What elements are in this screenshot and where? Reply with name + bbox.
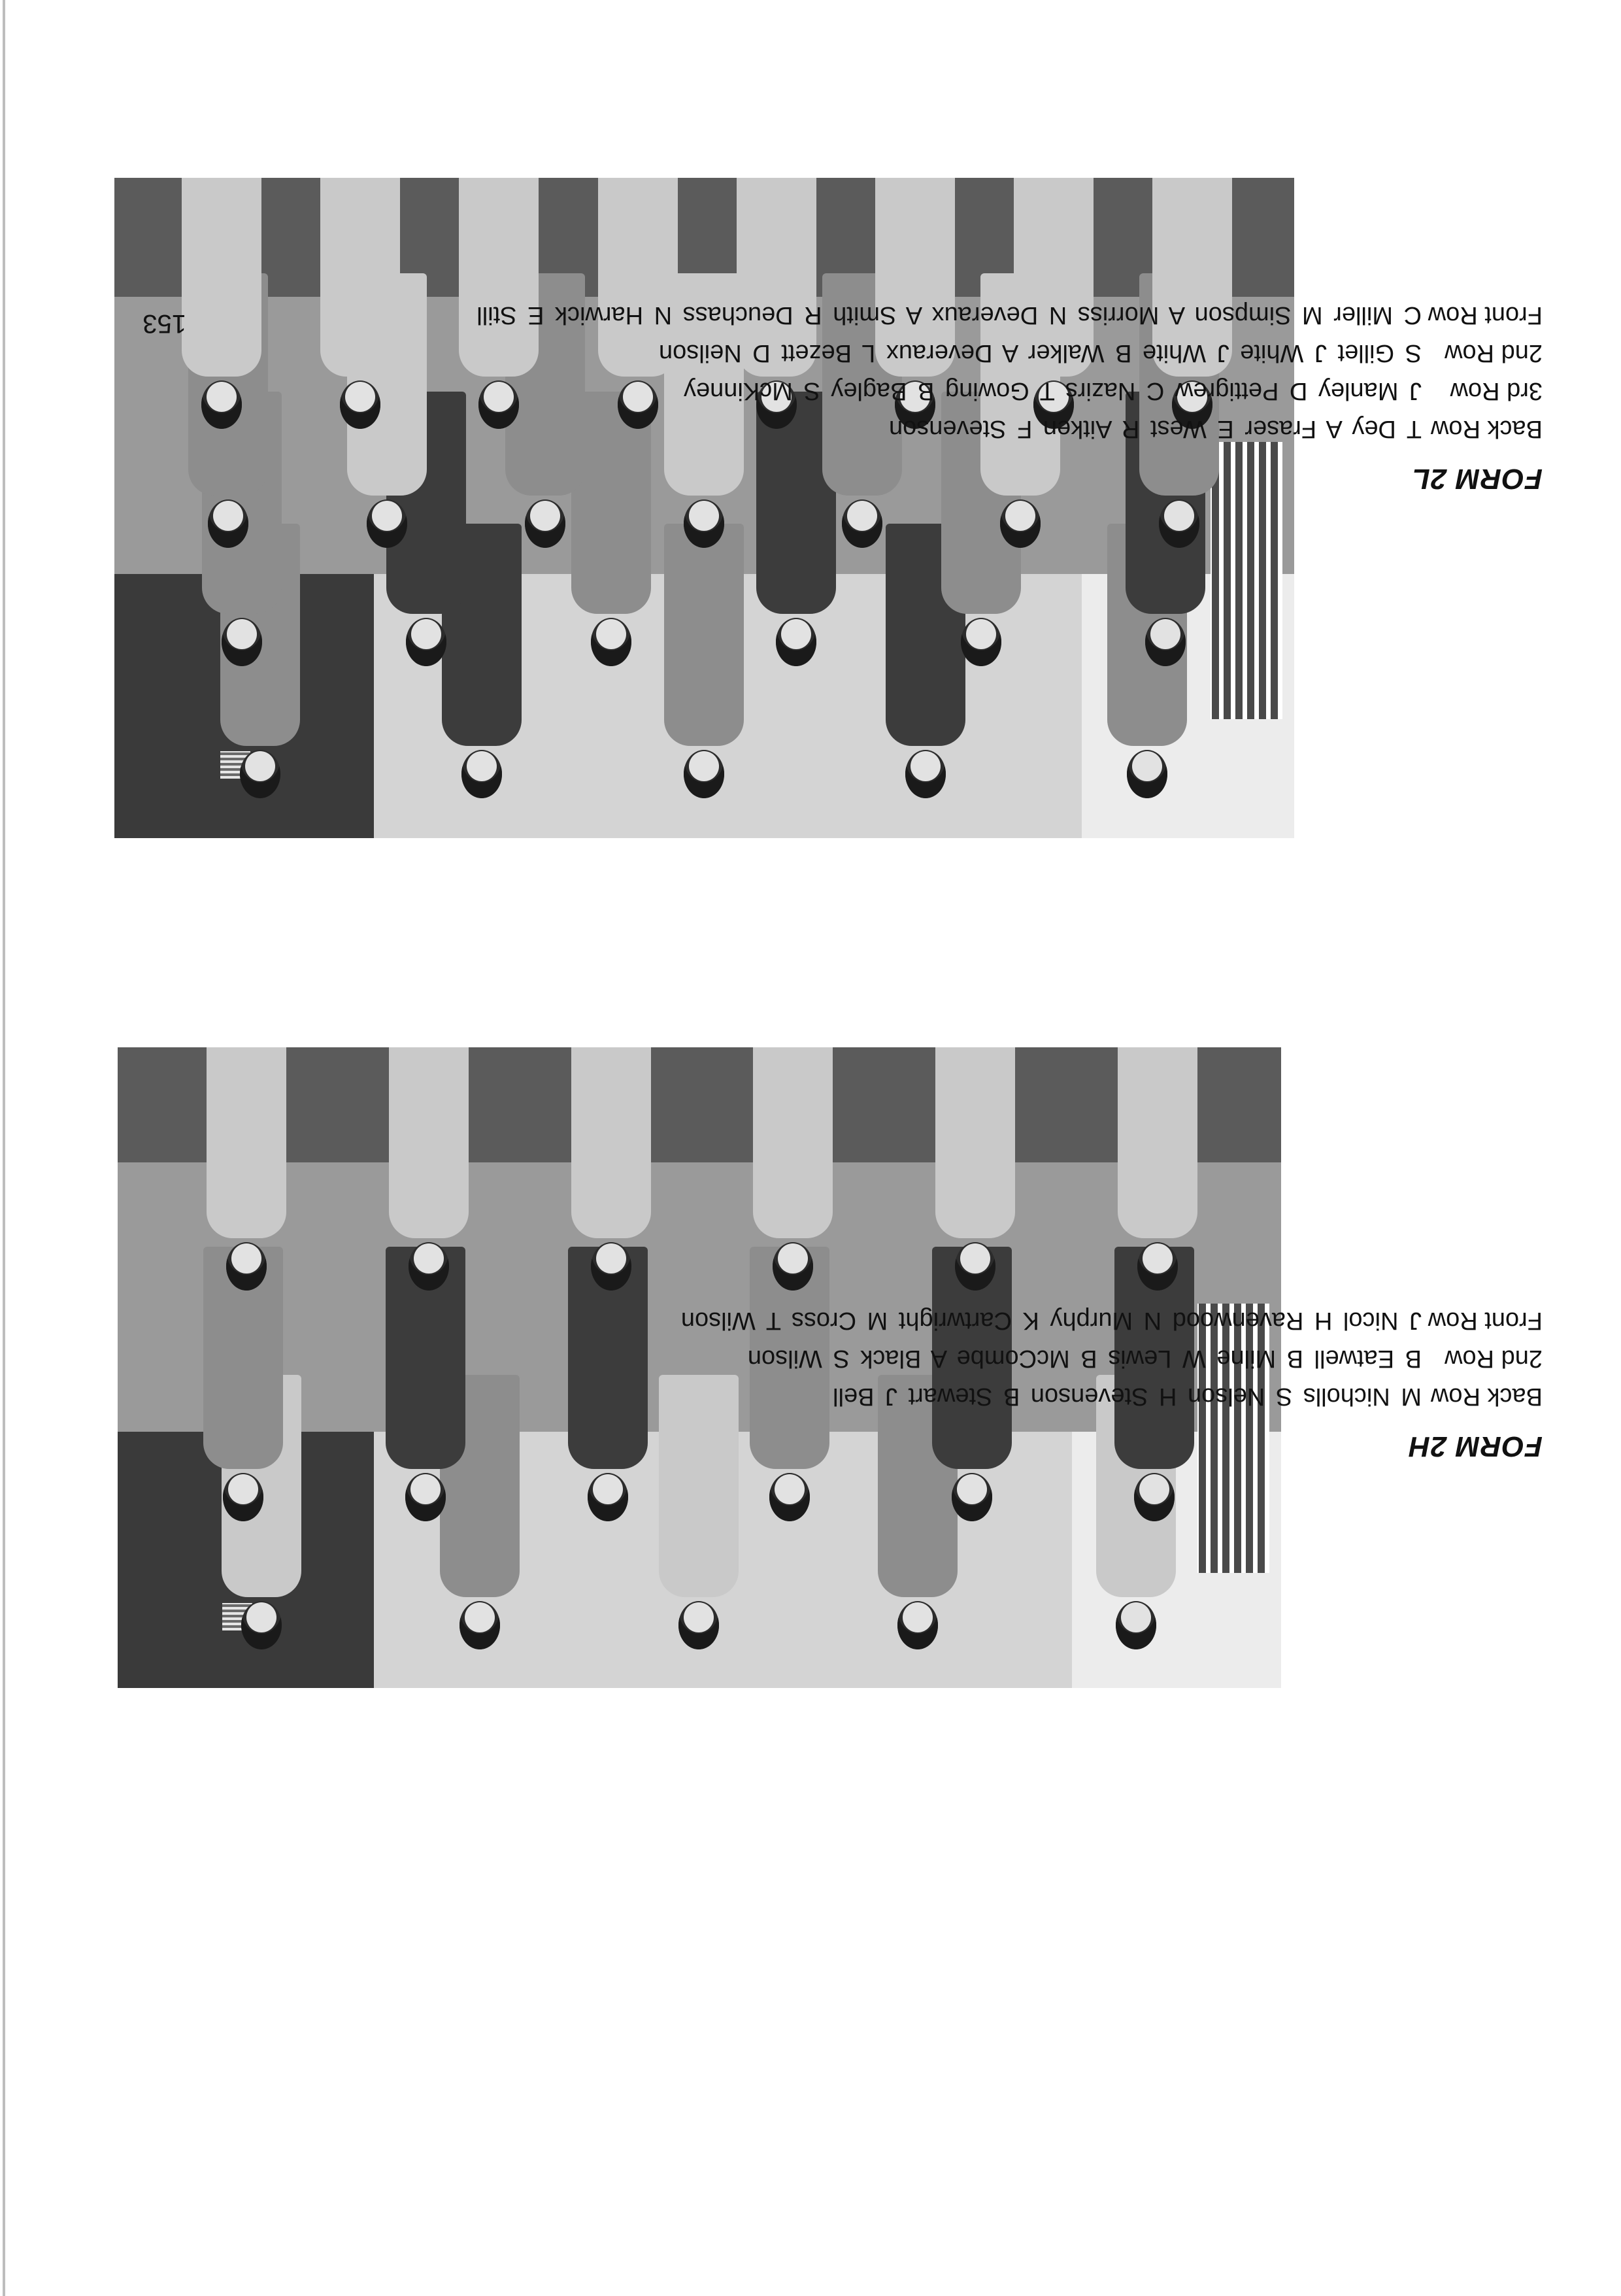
person-figure (374, 1047, 478, 1291)
name-row (78, 1340, 1543, 1377)
name-row (78, 1302, 1543, 1340)
form-title: FORM 2H (1409, 1430, 1543, 1462)
name-row (78, 296, 1543, 334)
person-figure (192, 1047, 296, 1291)
row-label: Front Row (1428, 301, 1543, 329)
row-names: M Nicholls S Nelson H Stevenson B Stewart J Bell (833, 1383, 1422, 1410)
form-2l-photo (114, 178, 1294, 838)
row-names: C Miller M Simpson A Morriss N Deveraux A Smith R Deuchass N Harwick E Still (476, 301, 1422, 329)
row-names: T Dey A Fraser E West R Aitken F Stevenson (888, 415, 1422, 443)
name-row (78, 1377, 1543, 1415)
row-label: Back Row (1430, 1383, 1543, 1410)
binding-line (3, 0, 5, 2296)
form-2h-caption (78, 1302, 1543, 1462)
name-row (78, 372, 1543, 410)
row-label: Back Row (1430, 415, 1543, 443)
name-row (78, 410, 1543, 448)
person-figure (1103, 1047, 1207, 1291)
page-number: 153 (142, 309, 186, 338)
row-names: S Gillet J White J White B Walker A Deveraux L Bezett D Neilson (658, 339, 1422, 367)
person-figure (738, 1047, 843, 1291)
person-figure (920, 1047, 1025, 1291)
name-row (78, 334, 1543, 372)
row-names: J Manley D Pettigrew C Nazirs T Gowing B Bagley S McKinney (684, 377, 1422, 405)
row-label: 2nd Row (1445, 1345, 1543, 1372)
person-figure (556, 1047, 661, 1291)
row-names: J Nicol H Ravenwood N Murphy K Cartwright M Cross T Wilson (680, 1307, 1422, 1334)
row-label: 2nd Row (1445, 339, 1543, 367)
row-label: Front Row (1428, 1307, 1543, 1334)
row-names: B Eatwell B Milne W Lewis B McCombe A Black S Wilson (747, 1345, 1422, 1372)
photo-front-row (152, 1047, 1246, 1291)
form-title: FORM 2L (1411, 463, 1543, 495)
row-label: 3rd Row (1450, 377, 1543, 405)
form-2l-caption (78, 296, 1543, 495)
